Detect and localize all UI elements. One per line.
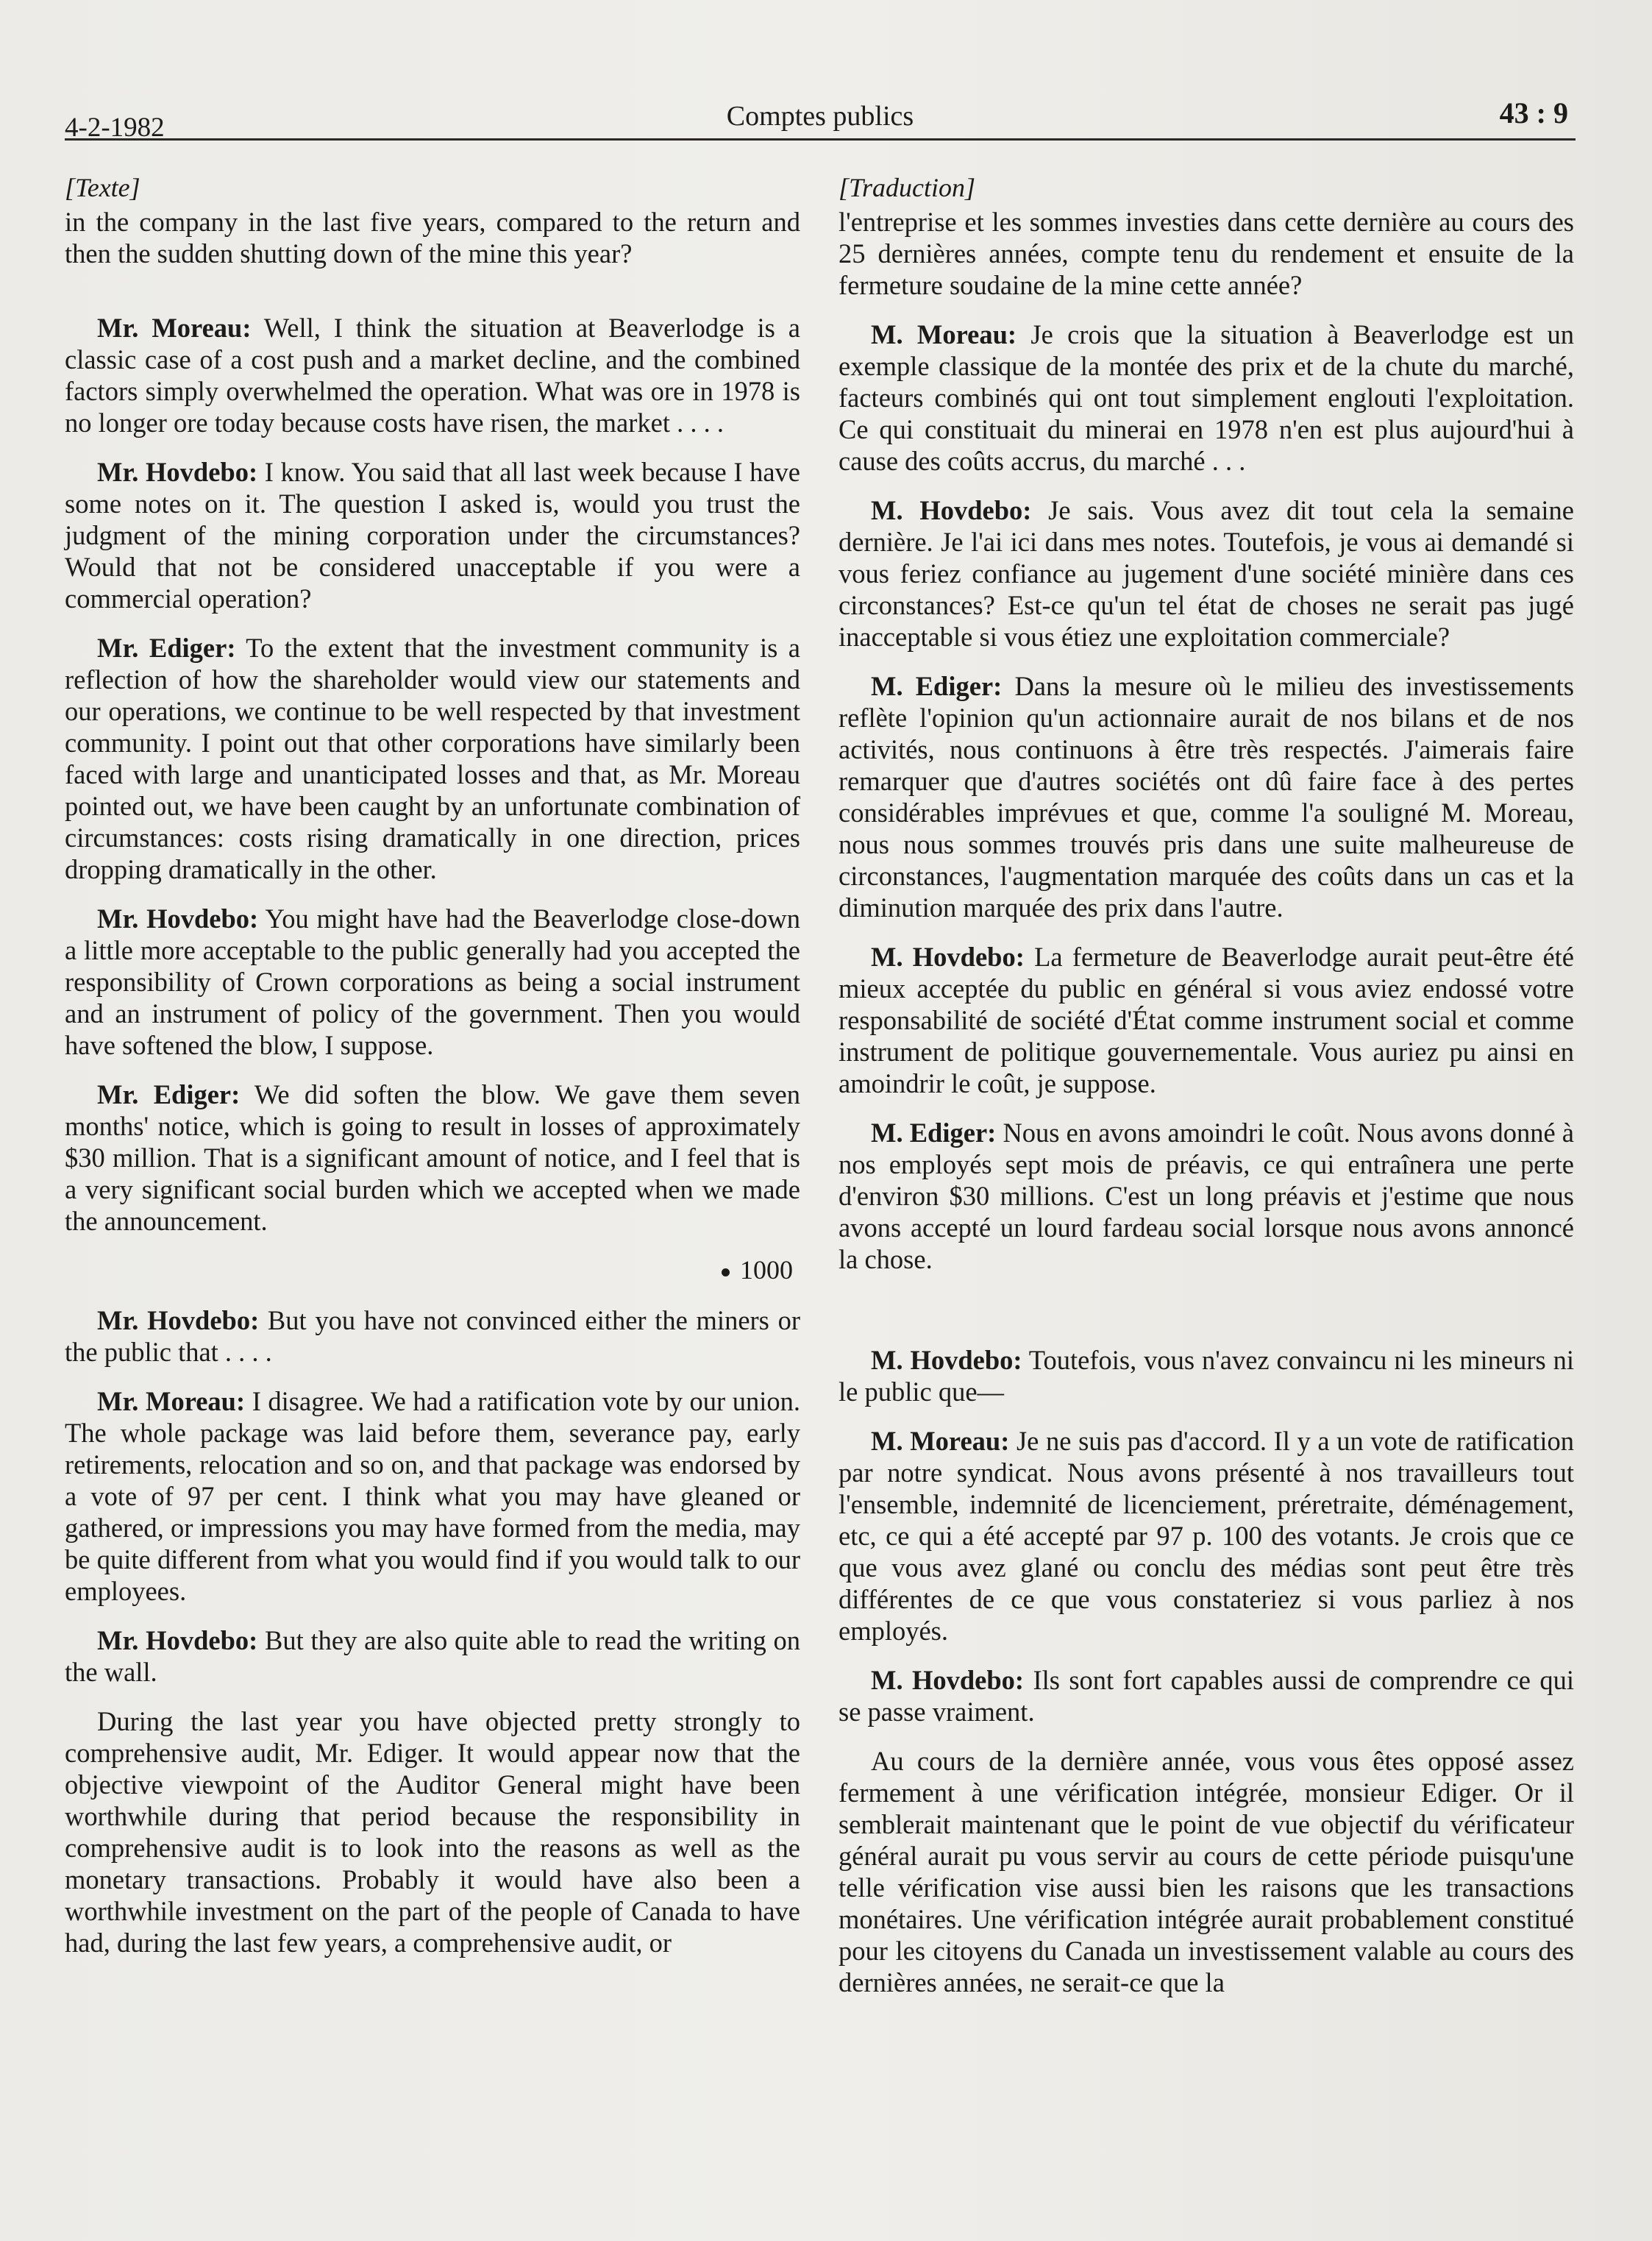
speech-text: Nous en avons amoindri le coût. Nous avons donné à nos employés sept mois de préavis, ce qui entraînera une perte d'environ $30 millions. C'est un long préavis et j'estime que nous avons accepté un lourd fardeau social lorsque nous avons annoncé la chose. (839, 1118, 1575, 1274)
speech-text: Dans la mesure où le milieu des investissements reflète l'opinion qu'un actionnaire aurait de nos bilans et de nos activités, nous continuons à être très respectés. J'aimerais faire remarquer que d'autres sociétés ont dû faire face à des pertes considérables imprévues et que, comme l'a souligné M. Moreau, nous nous sommes trouvés pris dans une suite malheureuse de circonstances, l'augmentation marquée des coûts dans un cas et la diminution marquée des prix dans l'autre. (839, 671, 1575, 923)
page-header (65, 94, 1576, 141)
speaker-name: Mr. Ediger: (97, 633, 236, 663)
speech-text: During the last year you have objected pretty strongly to comprehensive audit, Mr. Ediger. It would appear now that the objective viewpoint of the Auditor General might have been worthwhile during that period because the responsibility in comprehensive audit is to look into the reasons as well as the monetary transactions. Probably it would have also been a worthwhile investment on the part of the people of Canada to have had, during the last few years, a comprehensive audit, or (65, 1706, 800, 1958)
speech-paragraph (839, 1664, 1574, 1727)
speech-paragraph (839, 670, 1574, 923)
speaker-name: M. Ediger: (871, 1118, 997, 1148)
speech-paragraph (839, 1117, 1574, 1275)
speech-text: We did soften the blow. We gave them seven months' notice, which is going to result in losses of approximately $30 million. That is a significant amount of notice, and I feel that is a very significant social burden which we accepted when we made the announcement. (65, 1079, 800, 1236)
speech-paragraph (839, 1745, 1574, 1998)
speech-text: But you have not convinced either the miners or the public that . . . . (65, 1305, 800, 1367)
language-marker: [Texte] (65, 173, 140, 202)
speech-paragraph (839, 494, 1574, 653)
speaker-name: Mr. Moreau: (97, 1386, 246, 1416)
speech-text: Toutefois, vous n'avez convaincu ni les mineurs ni le public que— (839, 1345, 1574, 1407)
speech-paragraph (65, 1079, 800, 1237)
speaker-name: Mr. Hovdebo: (97, 1305, 260, 1335)
speech-paragraph (65, 1705, 800, 1958)
speech-paragraph (839, 941, 1574, 1099)
speech-text: Ils sont fort capables aussi de comprendre ce qui se passe vraiment. (839, 1665, 1574, 1727)
speech-text: To the extent that the investment community is a reflection of how the shareholder would view our statements and our operations, we continue to be well respected by that investment community. I point out that other corporations have similarly been faced with large and unanticipated losses and that, as Mr. Moreau pointed out, we have been caught by an unfortunate combination of circumstances: costs rising dramatically in one direction, prices dropping dramatically in the other. (65, 633, 800, 884)
speech-text: But they are also quite able to read the writing on the wall. (65, 1625, 800, 1687)
language-marker: [Traduction] (839, 173, 976, 202)
header-title: Comptes publics (726, 101, 914, 132)
speaker-name: M. Ediger: (871, 671, 1003, 701)
speaker-name: M. Moreau: (871, 1426, 1010, 1456)
speaker-name: Mr. Moreau: (97, 313, 252, 343)
speaker-name: Mr. Ediger: (97, 1079, 241, 1109)
time-marker-text: 1000 (740, 1255, 793, 1285)
bullet-icon (722, 1268, 730, 1276)
speaker-name: M. Hovdebo: (871, 495, 1032, 525)
left-column (65, 171, 800, 1976)
speaker-name: Mr. Hovdebo: (97, 1625, 258, 1655)
time-marker (65, 1254, 793, 1285)
speech-text: Je crois que la situation à Beaverlodge est un exemple classique de la montée des prix et de la chute du marché, facteurs combinés qui ont tout simplement englouti l'exploitation. Ce qui constituait du minerai en 1978 n'en est plus aujourd'hui à cause des coûts accrus, du marché . . . (839, 319, 1574, 476)
speech-text: I disagree. We had a ratification vote by our union. The whole package was laid before them, severance pay, early retirements, relocation and so on, and that package was endorsed by a vote of 97 per cent. I think what you may have gleaned or gathered, or impressions you may have formed from the media, may be quite different from what you would find if you would talk to our employees. (65, 1386, 800, 1606)
speech-paragraph (65, 632, 800, 885)
header-page-number: 43 : 9 (1499, 96, 1568, 129)
speech-paragraph (839, 1425, 1574, 1647)
speech-text: You might have had the Beaverlodge close-down a little more acceptable to the public generally had you accepted the responsibility of Crown corporations as being a social instrument and an instrument of policy of the government. Then you would have softened the blow, I suppose. (65, 903, 800, 1060)
speech-paragraph (65, 456, 800, 614)
speech-paragraph (65, 312, 800, 438)
speech-text: Je sais. Vous avez dit tout cela la semaine dernière. Je l'ai ici dans mes notes. Toutefois, je vous ai demandé si vous feriez confiance au jugement d'une société minière dans ces circonstances? Est-ce qu'un tel état de choses ne serait pas jugé inacceptable si vous étiez une exploitation commerciale? (839, 495, 1574, 652)
speaker-name: Mr. Hovdebo: (97, 903, 259, 934)
speech-paragraph (839, 319, 1574, 477)
speech-text: Well, I think the situation at Beaverlodge is a classic case of a cost push and a market decline, and the combined factors simply overwhelmed the operation. What was ore in 1978 is no longer ore today because costs have risen, the market . . . . (65, 313, 800, 438)
header-date: 4-2-1982 (65, 113, 165, 143)
speaker-name: Mr. Hovdebo: (97, 457, 258, 487)
right-column (839, 171, 1574, 2016)
continuation-paragraph: l'entreprise et les sommes investies dans cette dernière au cours des 25 dernières années, compte tenu du rendement et ensuite de la fermeture soudaine de la mine cette année? (839, 207, 1574, 300)
speech-text: Au cours de la dernière année, vous vous êtes opposé assez fermement à une vérification intégrée, monsieur Ediger. Or il semblerait maintenant que le point de vue objectif du vérificateur général aurait pu vous servir au cours de cette période puisqu'une telle vérification vise aussi bien les raisons que les transactions monétaires. Une vérification intégrée aurait probablement constitué pour les citoyens du Canada un investissement valable au cours des dernières années, ne serait-ce que la (839, 1746, 1574, 1997)
speech-paragraph (65, 1304, 800, 1368)
speech-paragraph (65, 1385, 800, 1607)
speech-paragraph (65, 1624, 800, 1688)
continuation-paragraph: in the company in the last five years, compared to the return and then the sudden shutting down of the mine this year? (65, 207, 800, 269)
speech-paragraph (65, 903, 800, 1061)
speech-text: La fermeture de Beaverlodge aurait peut-être été mieux acceptée du public en général si vous aviez endossé votre responsabilité de société d'État comme instrument social et comme instrument de politique gouvernementale. Vous auriez pu ainsi en amoindrir le coût, je suppose. (839, 942, 1575, 1098)
speech-text: I know. You said that all last week because I have some notes on it. The question I asked is, would you trust the judgment of the mining corporation under the circumstances? Would that not be considered unacceptable if you were a commercial operation? (65, 457, 800, 614)
speaker-name: M. Moreau: (871, 319, 1017, 349)
speaker-name: M. Hovdebo: (871, 1665, 1025, 1695)
speech-text: Je ne suis pas d'accord. Il y a un vote de ratification par notre syndicat. Nous avons présenté à nos travailleurs tout l'ensemble, indemnité de licenciement, préretraite, déménagement, etc, ce qui a été accepté par 97 p. 100 des votants. Je crois que ce que vous avez glané ou conclu des médias sont peut être très différentes de ce que vous constateriez si vous parliez à nos employés. (839, 1426, 1575, 1646)
speaker-name: M. Hovdebo: (871, 942, 1025, 972)
speaker-name: M. Hovdebo: (871, 1345, 1022, 1375)
column-gap (839, 1293, 1574, 1344)
speech-paragraph (839, 1344, 1574, 1407)
